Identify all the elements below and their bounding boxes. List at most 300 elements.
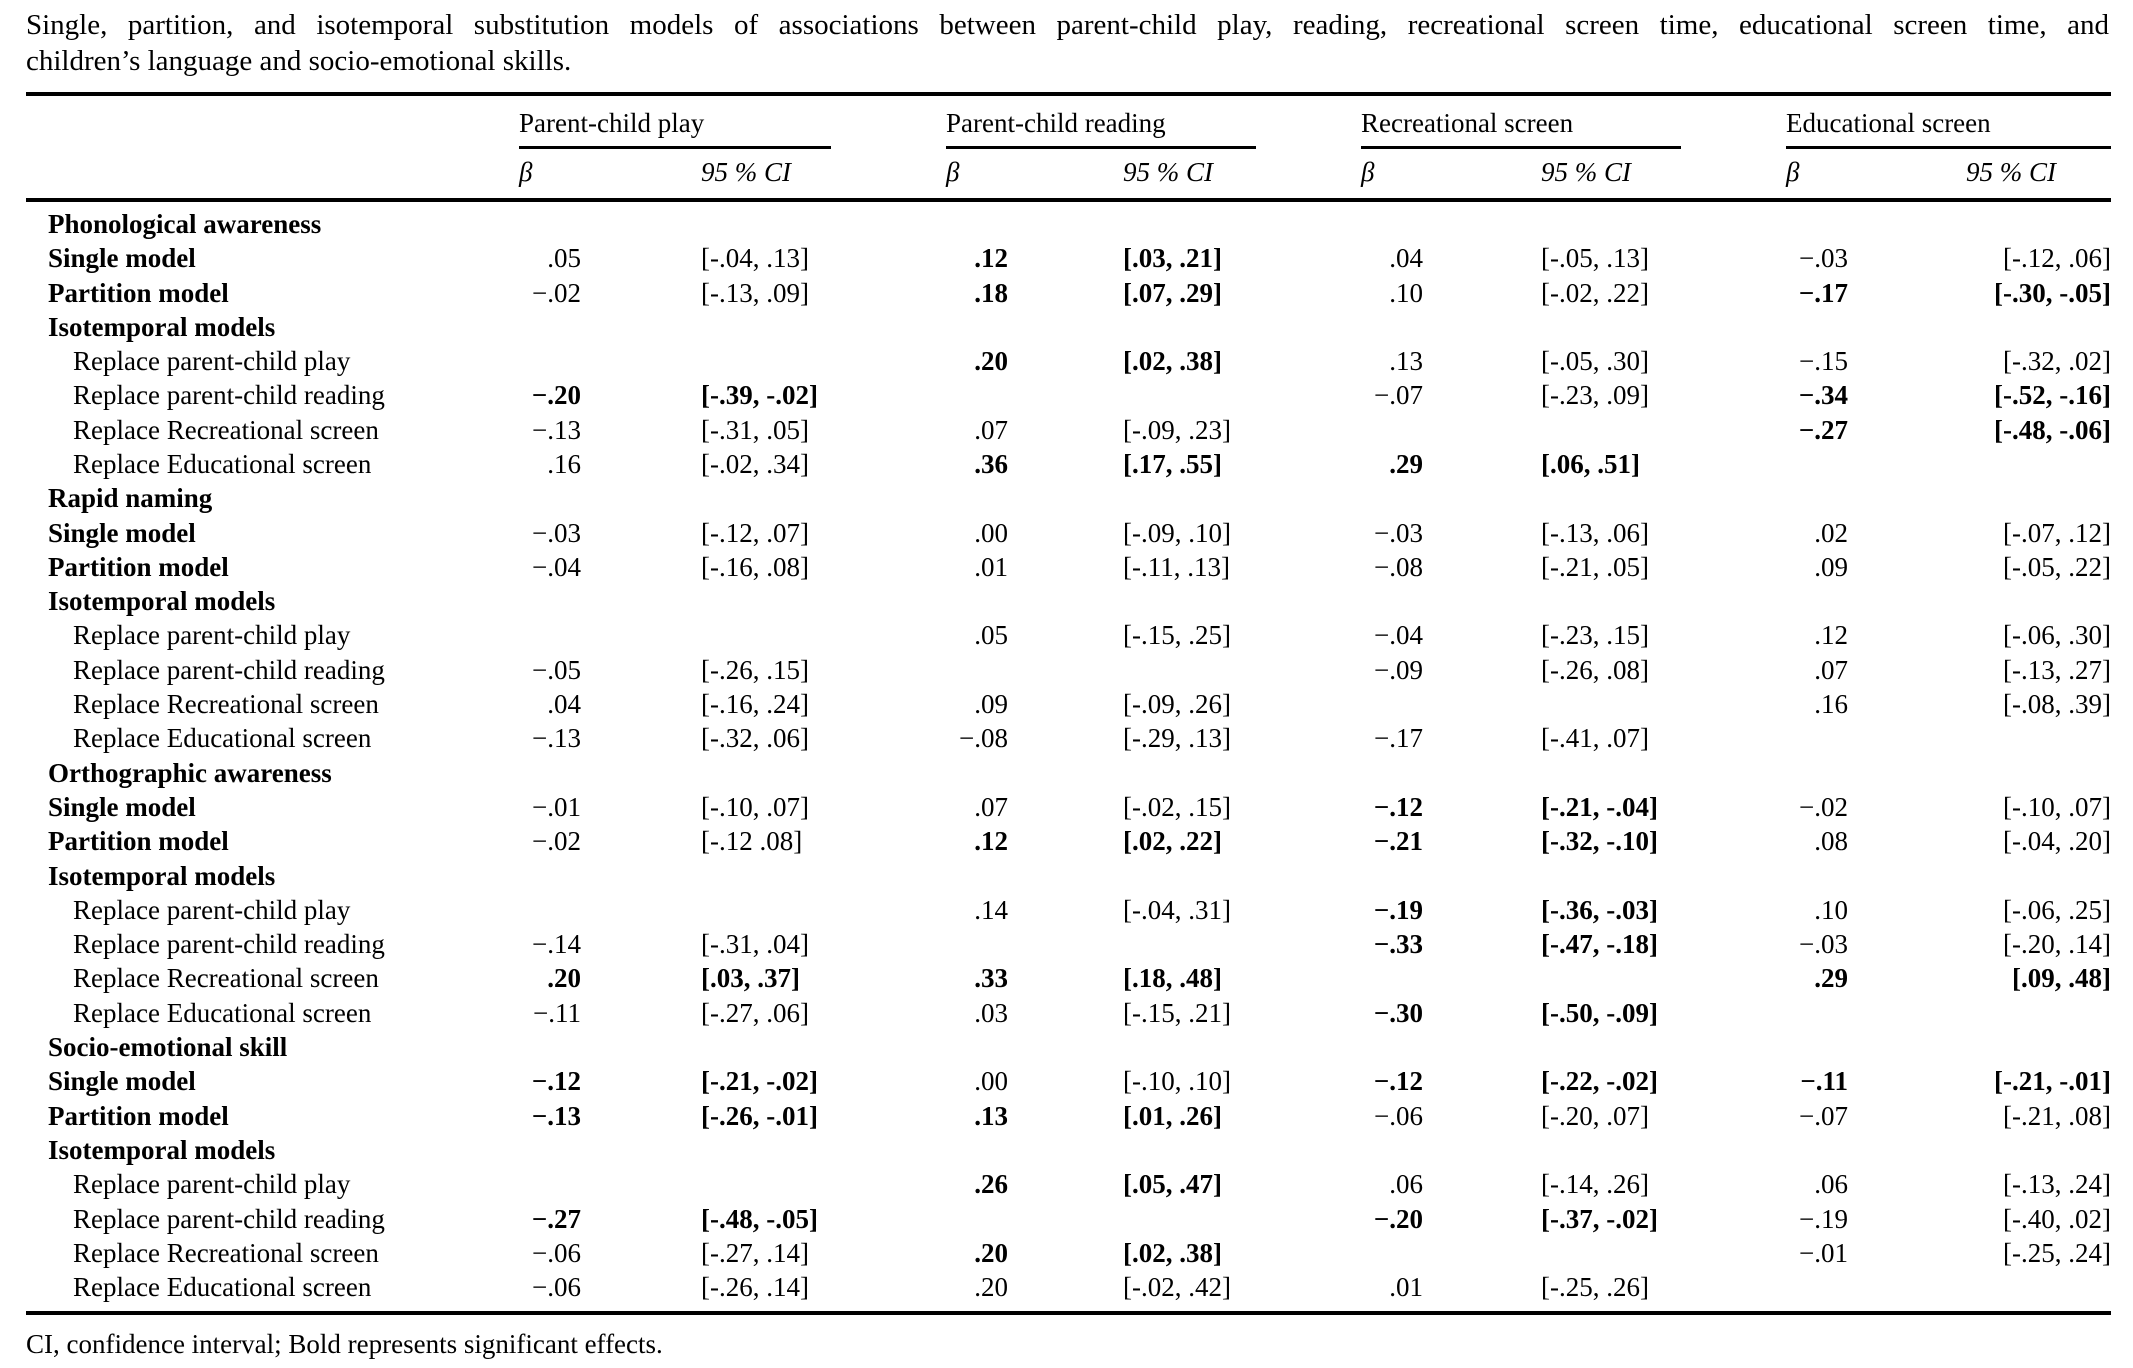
- table-row: [26, 1099, 2111, 1133]
- beta-value: .01: [974, 551, 1008, 582]
- beta-value: [946, 1202, 1008, 1236]
- beta-value: .13: [974, 1100, 1008, 1131]
- results-table: [26, 92, 2111, 1316]
- row-label: Single model: [48, 1066, 196, 1097]
- ci-value: [-.30, -.05]: [1994, 277, 2111, 308]
- beta-value: [946, 310, 1008, 344]
- caption-line-2: children’s language and socio-emotional skills.: [26, 44, 572, 77]
- beta-value: [1786, 721, 1848, 755]
- beta-value: .02: [1814, 517, 1848, 548]
- ci-value: [-.40, .02]: [2003, 1203, 2111, 1234]
- ci-value: [.01, .26]: [1123, 1100, 1222, 1131]
- row-label: Partition model: [48, 1100, 229, 1131]
- table-row: [26, 378, 2111, 412]
- group-header-cell: [1786, 94, 2111, 149]
- ci-value: [581, 584, 946, 618]
- beta-value: −.17: [1374, 723, 1423, 754]
- ci-value: [-.02, .34]: [701, 448, 809, 479]
- ci-value: [-.32, -.10]: [1541, 826, 1658, 857]
- table-row: [26, 447, 2111, 481]
- row-label: Single model: [48, 791, 196, 822]
- beta-value: −.21: [1373, 826, 1423, 857]
- ci-value: [-.15, .21]: [1123, 997, 1231, 1028]
- ci-value: [581, 618, 946, 652]
- group-header-spacer: [26, 94, 519, 149]
- row-label: Replace Educational screen: [73, 1272, 372, 1303]
- ci-value: [-.02, .42]: [1123, 1272, 1231, 1303]
- ci-column-header: 95 % CI: [1848, 149, 2111, 200]
- ci-value: [-.16, .08]: [701, 551, 809, 582]
- beta-value: .05: [974, 620, 1008, 651]
- beta-value: [519, 756, 581, 790]
- ci-value: [1008, 756, 1361, 790]
- beta-value: [1786, 1133, 1848, 1167]
- ci-value: [1008, 653, 1361, 687]
- beta-value: .20: [974, 1272, 1008, 1303]
- beta-value: [1361, 310, 1423, 344]
- beta-value: [1361, 481, 1423, 515]
- beta-value: [1786, 200, 1848, 241]
- ci-value: [1423, 1236, 1786, 1270]
- table-row: [26, 618, 2111, 652]
- beta-value: −.12: [1373, 1066, 1423, 1097]
- beta-value: −.20: [1373, 1203, 1423, 1234]
- beta-value: [519, 344, 581, 378]
- ci-value: [1848, 859, 2111, 893]
- ci-value: [-.26, .08]: [1541, 654, 1649, 685]
- beta-value: −.06: [1374, 1100, 1423, 1131]
- beta-value: −.13: [531, 1100, 581, 1131]
- row-label: Socio-emotional skill: [48, 1032, 288, 1063]
- ci-value: [581, 344, 946, 378]
- ci-value: [1008, 481, 1361, 515]
- caption-line-1: Single, partition, and isotemporal substitution models of associations between parent-child play, reading, recreational screen time, educational screen time, and: [26, 9, 2109, 41]
- ci-value: [1423, 584, 1786, 618]
- ci-value: [1008, 1030, 1361, 1064]
- beta-value: [946, 200, 1008, 241]
- row-label: Isotemporal models: [48, 586, 276, 617]
- ci-value: [-.04, .31]: [1123, 894, 1231, 925]
- beta-value: [519, 1133, 581, 1167]
- beta-value: .29: [1814, 963, 1848, 994]
- beta-column-header: β: [1361, 149, 1423, 200]
- table-row: [26, 584, 2111, 618]
- beta-value: .06: [1389, 1169, 1423, 1200]
- row-label: Replace Educational screen: [73, 723, 372, 754]
- beta-value: [1786, 756, 1848, 790]
- ci-value: [-.05, .30]: [1541, 346, 1649, 377]
- beta-value: [1361, 756, 1423, 790]
- ci-value: [-.22, -.02]: [1541, 1066, 1658, 1097]
- beta-value: −.20: [531, 380, 581, 411]
- beta-value: [1361, 1133, 1423, 1167]
- ci-value: [1008, 927, 1361, 961]
- ci-value: [-.07, .12]: [2003, 517, 2111, 548]
- beta-value: .04: [547, 689, 581, 720]
- ci-value: [1848, 200, 2111, 241]
- ci-value: [581, 893, 946, 927]
- beta-value: [519, 618, 581, 652]
- ci-value: [1848, 481, 2111, 515]
- group-header-educational-screen: Educational screen: [1786, 108, 2111, 149]
- ci-value: [-.25, .24]: [2003, 1237, 2111, 1268]
- beta-value: [946, 653, 1008, 687]
- beta-value: [519, 310, 581, 344]
- beta-value: [519, 893, 581, 927]
- ci-column-header: 95 % CI: [1008, 149, 1361, 200]
- beta-value: [946, 756, 1008, 790]
- beta-value: −.01: [1799, 1237, 1848, 1268]
- table-row: [26, 344, 2111, 378]
- ci-value: [.17, .55]: [1123, 448, 1222, 479]
- beta-value: [1786, 310, 1848, 344]
- beta-value: −.08: [959, 723, 1008, 754]
- beta-value: −.12: [531, 1066, 581, 1097]
- ci-value: [-.12 .08]: [701, 826, 803, 857]
- beta-value: .09: [1814, 551, 1848, 582]
- ci-value: [.18, .48]: [1123, 963, 1222, 994]
- table-row: [26, 516, 2111, 550]
- ci-value: [1848, 996, 2111, 1030]
- beta-value: −.11: [533, 997, 581, 1028]
- beta-value: [519, 859, 581, 893]
- beta-value: −.27: [531, 1203, 581, 1234]
- beta-value: .05: [547, 243, 581, 274]
- ci-value: [.02, .38]: [1123, 346, 1222, 377]
- group-header-parent-child-reading: Parent-child reading: [946, 108, 1256, 149]
- table-caption: [26, 8, 2109, 80]
- ci-value: [581, 1133, 946, 1167]
- beta-value: .07: [974, 414, 1008, 445]
- beta-value: [519, 584, 581, 618]
- ci-value: [-.09, .26]: [1123, 689, 1231, 720]
- ci-value: [-.02, .22]: [1541, 277, 1649, 308]
- beta-value: [1786, 481, 1848, 515]
- beta-value: −.34: [1798, 380, 1848, 411]
- ci-value: [.05, .47]: [1123, 1169, 1222, 1200]
- beta-value: [1361, 1030, 1423, 1064]
- ci-value: [1848, 1133, 2111, 1167]
- ci-value: [581, 859, 946, 893]
- beta-value: .16: [1814, 689, 1848, 720]
- beta-value: −.05: [532, 654, 581, 685]
- beta-value: −.17: [1798, 277, 1848, 308]
- beta-value: −.02: [532, 826, 581, 857]
- ci-value: [.02, .22]: [1123, 826, 1222, 857]
- table-row: [26, 1270, 2111, 1313]
- ci-value: [-.48, -.05]: [701, 1203, 818, 1234]
- beta-value: −.07: [1374, 380, 1423, 411]
- ci-value: [-.13, .09]: [701, 277, 809, 308]
- beta-value: .12: [1814, 620, 1848, 651]
- beta-value: [946, 584, 1008, 618]
- ci-value: [-.29, .13]: [1123, 723, 1231, 754]
- beta-value: −.02: [532, 277, 581, 308]
- beta-value: [1786, 1030, 1848, 1064]
- table-row: [26, 996, 2111, 1030]
- row-label: Replace Recreational screen: [73, 414, 379, 445]
- table-row: [26, 1030, 2111, 1064]
- row-label: Replace Educational screen: [73, 997, 372, 1028]
- ci-value: [-.37, -.02]: [1541, 1203, 1658, 1234]
- ci-value: [-.52, -.16]: [1994, 380, 2111, 411]
- table-row: [26, 893, 2111, 927]
- group-header-recreational-screen: Recreational screen: [1361, 108, 1681, 149]
- beta-value: −.33: [1373, 929, 1423, 960]
- beta-value: −.02: [1799, 791, 1848, 822]
- beta-value: [519, 481, 581, 515]
- beta-value: [1361, 961, 1423, 995]
- ci-value: [-.39, -.02]: [701, 380, 818, 411]
- beta-value: .10: [1814, 894, 1848, 925]
- ci-value: [1423, 1133, 1786, 1167]
- ci-value: [1848, 447, 2111, 481]
- ci-value: [-.27, .14]: [701, 1237, 809, 1268]
- table-row: [26, 1064, 2111, 1098]
- ci-value: [-.02, .15]: [1123, 791, 1231, 822]
- ci-value: [-.21, .08]: [2003, 1100, 2111, 1131]
- ci-value: [-.48, -.06]: [1994, 414, 2111, 445]
- table-row: [26, 653, 2111, 687]
- ci-value: [-.50, -.09]: [1541, 997, 1658, 1028]
- ci-value: [1423, 961, 1786, 995]
- beta-value: .09: [974, 689, 1008, 720]
- ci-value: [1008, 200, 1361, 241]
- table-row: [26, 310, 2111, 344]
- subheader-row: [26, 149, 2111, 200]
- ci-value: [1008, 584, 1361, 618]
- table-row: [26, 721, 2111, 755]
- ci-value: [581, 756, 946, 790]
- ci-value: [-.10, .10]: [1123, 1066, 1231, 1097]
- group-header-cell: [1361, 94, 1786, 149]
- ci-value: [-.21, -.04]: [1541, 791, 1658, 822]
- beta-value: [1361, 584, 1423, 618]
- table-row: [26, 413, 2111, 447]
- beta-value: .10: [1389, 277, 1423, 308]
- ci-value: [-.13, .24]: [2003, 1169, 2111, 1200]
- beta-value: [519, 200, 581, 241]
- table-row: [26, 824, 2111, 858]
- ci-value: [-.23, .09]: [1541, 380, 1649, 411]
- beta-value: −.01: [532, 791, 581, 822]
- row-label: Single model: [48, 517, 196, 548]
- table-body: [26, 200, 2111, 1314]
- ci-value: [1848, 1270, 2111, 1313]
- ci-value: [-.12, .07]: [701, 517, 809, 548]
- ci-value: [-.05, .22]: [2003, 551, 2111, 582]
- beta-value: .00: [974, 1066, 1008, 1097]
- ci-value: [1423, 756, 1786, 790]
- ci-column-header: 95 % CI: [581, 149, 946, 200]
- ci-value: [1423, 481, 1786, 515]
- beta-value: [1361, 413, 1423, 447]
- ci-value: [-.21, -.02]: [701, 1066, 818, 1097]
- beta-value: [1786, 996, 1848, 1030]
- beta-value: [1786, 859, 1848, 893]
- ci-value: [-.11, .13]: [1123, 551, 1230, 582]
- beta-value: −.06: [532, 1272, 581, 1303]
- table-row: [26, 481, 2111, 515]
- row-label: Isotemporal models: [48, 860, 276, 891]
- beta-value: −.30: [1373, 997, 1423, 1028]
- beta-value: −.13: [532, 414, 581, 445]
- ci-value: [-.26, .15]: [701, 654, 809, 685]
- ci-value: [581, 200, 946, 241]
- ci-value: [-.16, .24]: [701, 689, 809, 720]
- ci-value: [-.23, .15]: [1541, 620, 1649, 651]
- ci-value: [-.04, .20]: [2003, 826, 2111, 857]
- row-label: Partition model: [48, 826, 229, 857]
- beta-value: .16: [547, 448, 581, 479]
- beta-value: [1361, 859, 1423, 893]
- ci-value: [1423, 859, 1786, 893]
- group-header-row: [26, 94, 2111, 149]
- beta-value: .07: [974, 791, 1008, 822]
- ci-value: [1423, 413, 1786, 447]
- beta-value: −.04: [532, 551, 581, 582]
- beta-value: −.08: [1374, 551, 1423, 582]
- ci-value: [-.14, .26]: [1541, 1169, 1649, 1200]
- subheader-spacer: [26, 149, 519, 200]
- beta-value: −.09: [1374, 654, 1423, 685]
- row-label: Replace parent-child reading: [73, 654, 385, 685]
- row-label: Replace parent-child play: [73, 1169, 351, 1200]
- ci-value: [1848, 721, 2111, 755]
- ci-value: [-.10, .07]: [701, 791, 809, 822]
- beta-value: .00: [974, 517, 1008, 548]
- table-row: [26, 1133, 2111, 1167]
- row-label: Phonological awareness: [48, 208, 322, 239]
- group-header-parent-child-play: Parent-child play: [519, 108, 831, 149]
- beta-value: [1786, 584, 1848, 618]
- ci-value: [.06, .51]: [1541, 448, 1640, 479]
- beta-value: [1361, 1236, 1423, 1270]
- row-label: Replace Recreational screen: [73, 963, 379, 994]
- beta-value: [519, 1030, 581, 1064]
- row-label: Orthographic awareness: [48, 757, 332, 788]
- ci-value: [-.32, .06]: [701, 723, 809, 754]
- table-row: [26, 790, 2111, 824]
- row-label: Partition model: [48, 277, 229, 308]
- ci-value: [-.09, .10]: [1123, 517, 1231, 548]
- group-header-cell: [946, 94, 1361, 149]
- ci-value: [-.31, .04]: [701, 929, 809, 960]
- beta-value: .29: [1389, 448, 1423, 479]
- table-row: [26, 1236, 2111, 1270]
- ci-value: [-.15, .25]: [1123, 620, 1231, 651]
- beta-value: −.12: [1373, 791, 1423, 822]
- ci-value: [.07, .29]: [1123, 277, 1222, 308]
- table-row: [26, 276, 2111, 310]
- row-label: Replace parent-child play: [73, 894, 351, 925]
- beta-value: .33: [974, 963, 1008, 994]
- beta-value: .13: [1389, 346, 1423, 377]
- beta-value: .01: [1389, 1272, 1423, 1303]
- row-label: Isotemporal models: [48, 1134, 276, 1165]
- table-row: [26, 1202, 2111, 1236]
- beta-value: −.03: [1799, 929, 1848, 960]
- ci-value: [-.20, .07]: [1541, 1100, 1649, 1131]
- beta-value: .18: [974, 277, 1008, 308]
- beta-value: .07: [1814, 654, 1848, 685]
- ci-value: [-.06, .30]: [2003, 620, 2111, 651]
- table-row: [26, 961, 2111, 995]
- row-label: Replace Recreational screen: [73, 1237, 379, 1268]
- ci-value: [1848, 584, 2111, 618]
- beta-column-header: β: [519, 149, 581, 200]
- ci-value: [1008, 378, 1361, 412]
- table-row: [26, 550, 2111, 584]
- beta-value: −.03: [1799, 243, 1848, 274]
- row-label: Replace parent-child play: [73, 620, 351, 651]
- beta-value: .20: [547, 963, 581, 994]
- ci-value: [581, 481, 946, 515]
- beta-value: .36: [974, 448, 1008, 479]
- beta-value: −.04: [1374, 620, 1423, 651]
- beta-value: −.07: [1799, 1100, 1848, 1131]
- ci-value: [-.36, -.03]: [1541, 894, 1658, 925]
- beta-value: .14: [974, 894, 1008, 925]
- beta-value: [946, 927, 1008, 961]
- beta-value: −.14: [532, 929, 581, 960]
- beta-value: .12: [974, 826, 1008, 857]
- row-label: Replace parent-child play: [73, 346, 351, 377]
- ci-value: [-.26, -.01]: [701, 1100, 818, 1131]
- ci-value: [581, 1167, 946, 1201]
- beta-value: [946, 481, 1008, 515]
- ci-value: [-.21, -.01]: [1994, 1066, 2111, 1097]
- table-row: [26, 1167, 2111, 1201]
- table-footnote: CI, confidence interval; Bold represents significant effects.: [26, 1329, 663, 1360]
- table-row: [26, 756, 2111, 790]
- beta-value: −.19: [1373, 894, 1423, 925]
- beta-value: −.06: [532, 1237, 581, 1268]
- row-label: Isotemporal models: [48, 311, 276, 342]
- ci-value: [1423, 687, 1786, 721]
- beta-value: .12: [974, 243, 1008, 274]
- beta-value: [1361, 687, 1423, 721]
- beta-value: −.19: [1799, 1203, 1848, 1234]
- row-label: Replace parent-child reading: [73, 380, 385, 411]
- beta-value: −.27: [1798, 414, 1848, 445]
- ci-value: [-.20, .14]: [2003, 929, 2111, 960]
- ci-value: [.02, .38]: [1123, 1237, 1222, 1268]
- table-row: [26, 927, 2111, 961]
- beta-value: [946, 378, 1008, 412]
- beta-value: .03: [974, 997, 1008, 1028]
- ci-value: [581, 1030, 946, 1064]
- beta-value: .20: [974, 1237, 1008, 1268]
- ci-value: [-.21, .05]: [1541, 551, 1649, 582]
- beta-value: .04: [1389, 243, 1423, 274]
- ci-value: [.03, .21]: [1123, 243, 1222, 274]
- ci-value: [1008, 1133, 1361, 1167]
- beta-value: −.15: [1799, 346, 1848, 377]
- row-label: Partition model: [48, 551, 229, 582]
- beta-value: [1361, 200, 1423, 241]
- ci-value: [-.41, .07]: [1541, 723, 1649, 754]
- ci-value: [1848, 1030, 2111, 1064]
- ci-value: [-.09, .23]: [1123, 414, 1231, 445]
- ci-value: [-.32, .02]: [2003, 346, 2111, 377]
- beta-value: −.03: [1374, 517, 1423, 548]
- ci-value: [-.26, .14]: [701, 1272, 809, 1303]
- ci-value: [-.04, .13]: [701, 243, 809, 274]
- ci-value: [-.13, .27]: [2003, 654, 2111, 685]
- beta-value: [946, 1133, 1008, 1167]
- beta-value: [1786, 1270, 1848, 1313]
